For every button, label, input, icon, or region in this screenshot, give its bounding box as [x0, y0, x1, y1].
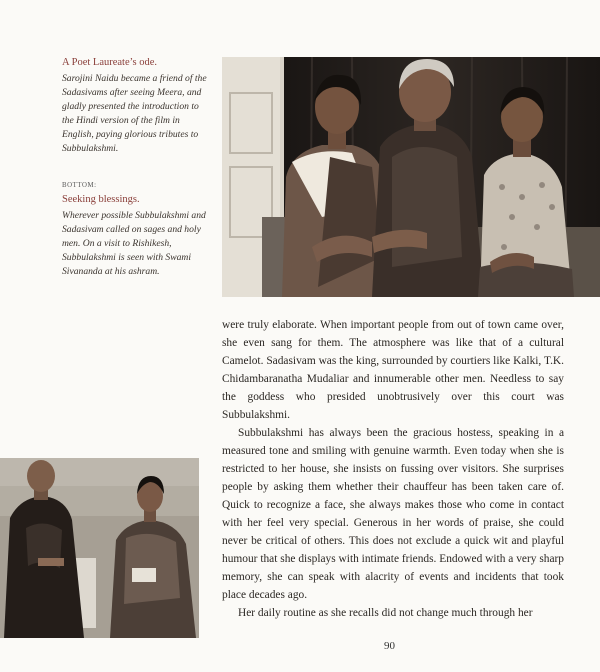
body-paragraph-2: Subbulakshmi has always been the gracious hostess, speaking in a measured tone and smiling with genuine warmth. Even today when she is restricted to her house, she insists on fussing over visitors. She surprises people by asking them whether their chauffeur has been taken care of. Quick to recognize a face, she always makes those who come in contact with her feel very special. Generous in her words of praise, she could never be critical of others. This does not exclude a quick wit and playful humour that she displays with intimate friends. Endowed with a very sharp memory, she can speak with alacrity of events and incidents that took place decades ago.	[222, 427, 564, 601]
book	[132, 568, 156, 582]
top-caption-title: A Poet Laureate’s ode.	[62, 57, 158, 68]
page-number: 90	[384, 640, 395, 652]
body-paragraph-1: were truly elaborate. When important people from out of town came over, she even sang for them. The atmosphere was like that of a cultural Camelot. Sadasivam was the king, surrounded by courtiers like Kalki, T.K. Chidambaranatha Mudaliar and innumerable other men. Needless to say the goddess who presided unobtrusively over this court was Subbulakshmi.	[222, 319, 564, 421]
bottom-caption-label: BOTTOM:	[62, 182, 97, 189]
top-photo	[222, 57, 600, 297]
bottom-photo	[0, 458, 199, 638]
bottom-caption	[62, 182, 212, 279]
three-women-photo	[222, 57, 600, 297]
body-paragraph-3: Her daily routine as she recalls did not change much through her	[238, 607, 533, 619]
body-text	[222, 316, 564, 622]
sage-photo	[0, 458, 199, 638]
top-caption	[62, 56, 212, 156]
bottom-caption-title: Seeking blessings.	[62, 194, 140, 205]
bottom-caption-body: Wherever possible Subbulakshmi and Sadasivam called on sages and holy men. On a visit to Rishikesh, Subbulakshmi is seen with Swami Sivananda at his ashram.	[62, 210, 206, 277]
top-caption-body: Sarojini Naidu became a friend of the Sadasivams after seeing Meera, and gladly presented the introduction to the Hindi version of the film in English, paying glorious tributes to Subbulakshmi.	[62, 73, 207, 154]
